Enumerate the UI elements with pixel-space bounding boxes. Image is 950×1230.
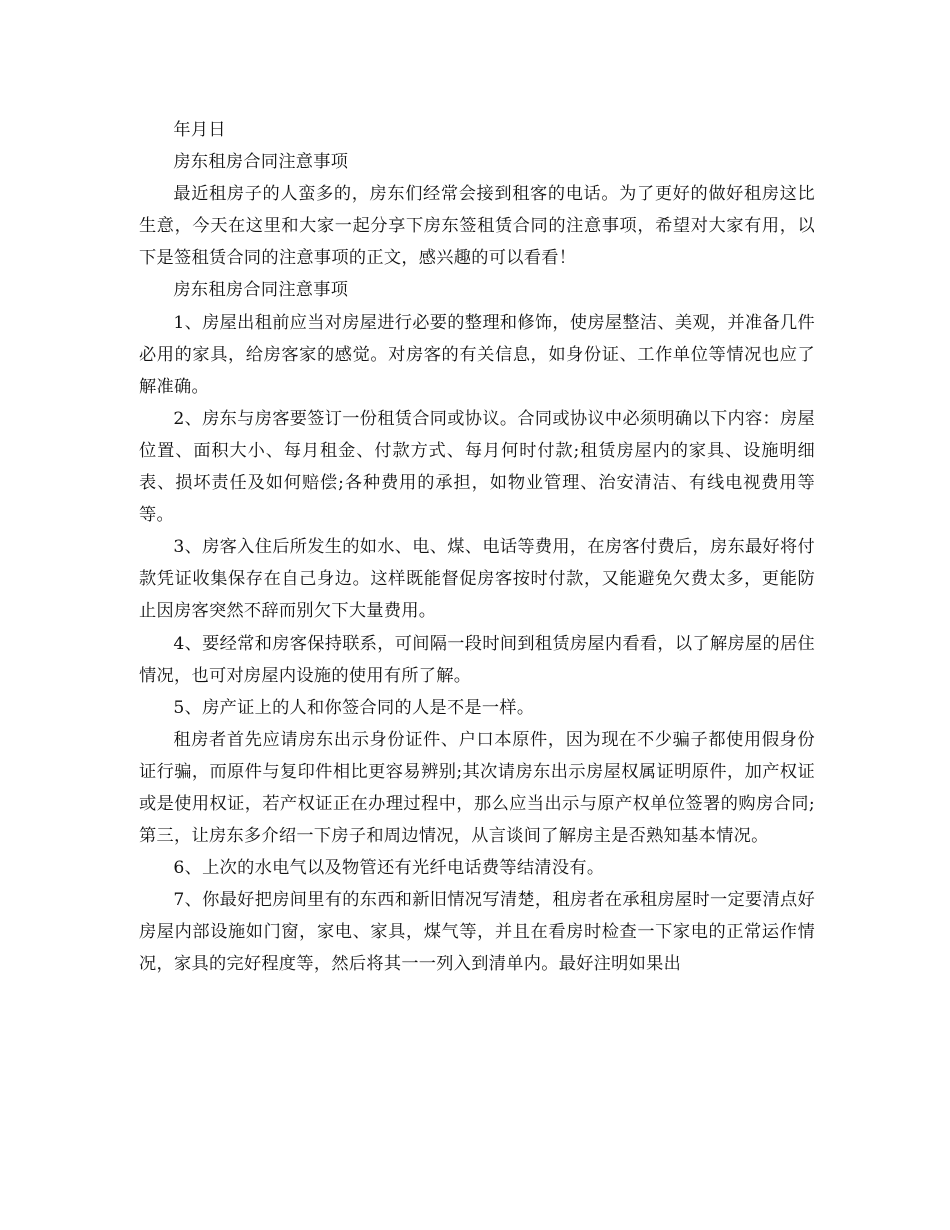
item-1-paragraph: 1、房屋出租前应当对房屋进行必要的整理和修饰，使房屋整洁、美观，并准备几件必用的家具，给房客家的感觉。对房客的有关信息，如身份证、工作单位等情况也应了解准确。 — [139, 312, 815, 397]
section-heading: 房东租房合同注意事项 — [173, 280, 349, 301]
date-line: 年月日 — [173, 120, 226, 140]
item-5-detail-paragraph: 租房者首先应请房东出示身份证件、户口本原件，因为现在不少骗子都使用假身份证行骗，而原件与复印件相比更容易辨别;其次请房东出示房屋权属证明原件，加产权证或是使用权证，若产权证正在办理过程中，那么应当出示与原产权单位签署的购房合同;第三，让房东多介绍一下房子和周边情况，从言谈间了解房主是否熟知基本情况。 — [139, 729, 815, 847]
item-4-paragraph: 4、要经常和房客保持联系，可间隔一段时间到租赁房屋内看看，以了解房屋的居住情况，也可对房屋内设施的使用有所了解。 — [139, 633, 815, 686]
document-title: 房东租房合同注意事项 — [173, 152, 349, 173]
item-3-paragraph: 3、房客入住后所发生的如水、电、煤、电话等费用，在房客付费后，房东最好将付款凭证收集保存在自己身边。这样既能督促房客按时付款，又能避免欠费太多，更能防止因房客突然不辞而别欠下大量费用。 — [139, 537, 815, 622]
item-6-paragraph: 6、上次的水电气以及物管还有光纤电话费等结清没有。 — [173, 858, 605, 879]
document-body — [139, 114, 815, 981]
item-2-paragraph: 2、房东与房客要签订一份租赁合同或协议。合同或协议中必须明确以下内容：房屋位置、面积大小、每月租金、付款方式、每月何时付款;租赁房屋内的家具、设施明细表、损坏责任及如何赔偿;各种费用的承担，如物业管理、治安清洁、有线电视费用等等。 — [139, 408, 815, 526]
item-5-paragraph: 5、房产证上的人和你签合同的人是不是一样。 — [173, 697, 535, 718]
intro-paragraph: 最近租房子的人蛮多的，房东们经常会接到租客的电话。为了更好的做好租房这比生意，今天在这里和大家一起分享下房东签租赁合同的注意事项，希望对大家有用，以下是签租赁合同的注意事项的正文，感兴趣的可以看看！ — [139, 184, 815, 269]
item-7-paragraph: 7、你最好把房间里有的东西和新旧情况写清楚，租房者在承租房屋时一定要清点好房屋内部设施如门窗，家电、家具，煤气等，并且在看房时检查一下家电的正常运作情况，家具的完好程度等，然后将其一一列入到清单内。最好注明如果出 — [139, 890, 815, 975]
